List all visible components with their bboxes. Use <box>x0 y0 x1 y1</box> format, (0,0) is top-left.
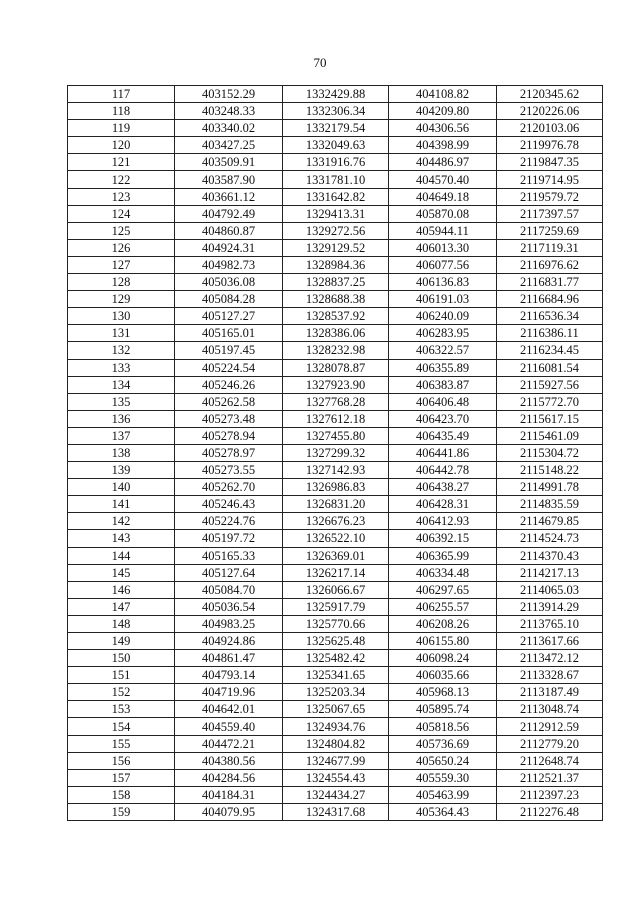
coordinate-cell: 1327768.28 <box>283 393 389 410</box>
coordinate-cell: 404108.82 <box>389 86 497 103</box>
coordinate-cell: 403248.33 <box>175 103 283 120</box>
point-number-cell: 127 <box>68 256 175 273</box>
coordinate-cell: 2113328.67 <box>497 667 603 684</box>
coordinate-cell: 1325482.42 <box>283 650 389 667</box>
coordinate-cell: 1324317.68 <box>283 803 389 820</box>
coordinate-cell: 404209.80 <box>389 103 497 120</box>
page-number: 70 <box>313 55 327 70</box>
coordinate-cell: 406240.09 <box>389 308 497 325</box>
coordinate-cell: 2120103.06 <box>497 120 603 137</box>
coordinate-cell: 2116684.96 <box>497 291 603 308</box>
coordinate-cell: 406322.57 <box>389 342 497 359</box>
coordinate-cell: 1331642.82 <box>283 188 389 205</box>
coordinate-cell: 1328837.25 <box>283 274 389 291</box>
coordinate-cell: 1327142.93 <box>283 462 389 479</box>
coordinate-cell: 404860.87 <box>175 222 283 239</box>
coordinate-cell: 1329413.31 <box>283 205 389 222</box>
coordinate-cell: 2119976.78 <box>497 137 603 154</box>
coordinate-cell: 2115772.70 <box>497 393 603 410</box>
coordinate-cell: 2113048.74 <box>497 701 603 718</box>
coordinate-cell: 405036.54 <box>175 598 283 615</box>
coordinate-cell: 405273.55 <box>175 462 283 479</box>
coordinate-cell: 2119714.95 <box>497 171 603 188</box>
coordinate-cell: 406334.48 <box>389 564 497 581</box>
coordinate-cell: 1324554.43 <box>283 769 389 786</box>
point-number-cell: 123 <box>68 188 175 205</box>
coordinate-cell: 404486.97 <box>389 154 497 171</box>
coordinate-cell: 404284.56 <box>175 769 283 786</box>
coordinate-cell: 1324434.27 <box>283 786 389 803</box>
table-row <box>68 154 603 171</box>
coordinate-cell: 1326522.10 <box>283 530 389 547</box>
coordinate-cell: 1328537.92 <box>283 308 389 325</box>
table-row <box>68 171 603 188</box>
coordinate-cell: 1332179.54 <box>283 120 389 137</box>
coordinate-cell: 406255.57 <box>389 598 497 615</box>
point-number-cell: 146 <box>68 581 175 598</box>
point-number-cell: 117 <box>68 86 175 103</box>
point-number-cell: 138 <box>68 444 175 461</box>
coordinate-cell: 1327612.18 <box>283 410 389 427</box>
table-row <box>68 359 603 376</box>
table-row <box>68 427 603 444</box>
coordinate-cell: 2117119.31 <box>497 239 603 256</box>
point-number-cell: 126 <box>68 239 175 256</box>
point-number-cell: 156 <box>68 752 175 769</box>
coordinate-cell: 1325067.65 <box>283 701 389 718</box>
table-row <box>68 410 603 427</box>
coordinate-cell: 2119579.72 <box>497 188 603 205</box>
coordinate-cell: 404398.99 <box>389 137 497 154</box>
point-number-cell: 119 <box>68 120 175 137</box>
coordinate-cell: 406355.89 <box>389 359 497 376</box>
point-number-cell: 143 <box>68 530 175 547</box>
table-row <box>68 496 603 513</box>
coordinate-cell: 1328688.38 <box>283 291 389 308</box>
coordinate-cell: 1325917.79 <box>283 598 389 615</box>
point-number-cell: 150 <box>68 650 175 667</box>
table-row <box>68 308 603 325</box>
table-row <box>68 581 603 598</box>
coordinate-cell: 2114217.13 <box>497 564 603 581</box>
coordinate-cell: 405197.45 <box>175 342 283 359</box>
coordinate-cell: 404184.31 <box>175 786 283 803</box>
coordinate-cell: 1324934.76 <box>283 718 389 735</box>
point-number-cell: 137 <box>68 427 175 444</box>
coordinate-cell: 405036.08 <box>175 274 283 291</box>
coordinate-cell: 2113914.29 <box>497 598 603 615</box>
coordinate-cell: 404793.14 <box>175 667 283 684</box>
coordinate-cell: 2114679.85 <box>497 513 603 530</box>
coordinate-cell: 406392.15 <box>389 530 497 547</box>
coordinate-cell: 403427.25 <box>175 137 283 154</box>
coordinate-cell: 1332306.34 <box>283 103 389 120</box>
table-row <box>68 256 603 273</box>
table-row <box>68 444 603 461</box>
coordinate-cell: 2117259.69 <box>497 222 603 239</box>
point-number-cell: 140 <box>68 479 175 496</box>
coordinate-cell: 405364.43 <box>389 803 497 820</box>
table-row <box>68 325 603 342</box>
table-body <box>68 86 603 821</box>
table-row <box>68 479 603 496</box>
coordinate-cell: 1327455.80 <box>283 427 389 444</box>
coordinate-cell: 405197.72 <box>175 530 283 547</box>
coordinate-cell: 1326369.01 <box>283 547 389 564</box>
coordinate-cell: 404982.73 <box>175 256 283 273</box>
point-number-cell: 158 <box>68 786 175 803</box>
coordinate-cell: 405224.76 <box>175 513 283 530</box>
table-row <box>68 376 603 393</box>
point-number-cell: 148 <box>68 615 175 632</box>
table-row <box>68 564 603 581</box>
coordinate-cell: 2113472.12 <box>497 650 603 667</box>
coordinate-cell: 1328984.36 <box>283 256 389 273</box>
coordinate-cell: 406406.48 <box>389 393 497 410</box>
point-number-cell: 147 <box>68 598 175 615</box>
point-number-cell: 120 <box>68 137 175 154</box>
coordinate-cell: 1324677.99 <box>283 752 389 769</box>
point-number-cell: 128 <box>68 274 175 291</box>
coordinate-cell: 2115304.72 <box>497 444 603 461</box>
table-row <box>68 615 603 632</box>
coordinate-cell: 406283.95 <box>389 325 497 342</box>
point-number-cell: 141 <box>68 496 175 513</box>
coordinate-cell: 406098.24 <box>389 650 497 667</box>
point-number-cell: 118 <box>68 103 175 120</box>
point-number-cell: 124 <box>68 205 175 222</box>
coordinate-cell: 406423.70 <box>389 410 497 427</box>
coordinate-cell: 406365.99 <box>389 547 497 564</box>
table-row <box>68 684 603 701</box>
coordinate-cell: 405084.28 <box>175 291 283 308</box>
point-number-cell: 144 <box>68 547 175 564</box>
coordinate-cell: 1326986.83 <box>283 479 389 496</box>
coordinate-cell: 2114991.78 <box>497 479 603 496</box>
point-number-cell: 130 <box>68 308 175 325</box>
coordinate-cell: 406136.83 <box>389 274 497 291</box>
coordinate-cell: 2116386.11 <box>497 325 603 342</box>
coordinate-cell: 403587.90 <box>175 171 283 188</box>
coordinate-cell: 405224.54 <box>175 359 283 376</box>
table-row <box>68 103 603 120</box>
table-row <box>68 137 603 154</box>
coordinate-cell: 2112648.74 <box>497 752 603 769</box>
point-number-cell: 155 <box>68 735 175 752</box>
coordinate-cell: 2116831.77 <box>497 274 603 291</box>
table-row <box>68 188 603 205</box>
coordinate-cell: 406077.56 <box>389 256 497 273</box>
table-row <box>68 701 603 718</box>
coordinate-cell: 403152.29 <box>175 86 283 103</box>
point-number-cell: 153 <box>68 701 175 718</box>
coordinate-cell: 1326676.23 <box>283 513 389 530</box>
coordinate-cell: 405084.70 <box>175 581 283 598</box>
table-row <box>68 650 603 667</box>
table-row <box>68 513 603 530</box>
coordinate-cell: 406208.26 <box>389 615 497 632</box>
coordinate-cell: 404380.56 <box>175 752 283 769</box>
coordinate-cell: 403340.02 <box>175 120 283 137</box>
coordinate-cell: 403661.12 <box>175 188 283 205</box>
point-number-cell: 125 <box>68 222 175 239</box>
coordinate-cell: 2114370.43 <box>497 547 603 564</box>
coordinate-cell: 2114835.59 <box>497 496 603 513</box>
coordinate-cell: 1329129.52 <box>283 239 389 256</box>
coordinates-table <box>67 85 603 821</box>
coordinate-cell: 404719.96 <box>175 684 283 701</box>
coordinate-cell: 404559.40 <box>175 718 283 735</box>
coordinate-cell: 1326066.67 <box>283 581 389 598</box>
coordinate-cell: 1331781.10 <box>283 171 389 188</box>
coordinate-cell: 404306.56 <box>389 120 497 137</box>
coordinate-cell: 406297.65 <box>389 581 497 598</box>
coordinate-cell: 405246.26 <box>175 376 283 393</box>
coordinate-cell: 406191.03 <box>389 291 497 308</box>
coordinate-cell: 2116976.62 <box>497 256 603 273</box>
coordinate-cell: 405278.94 <box>175 427 283 444</box>
table-row <box>68 786 603 803</box>
coordinate-cell: 406013.30 <box>389 239 497 256</box>
coordinate-cell: 405968.13 <box>389 684 497 701</box>
coordinate-cell: 2117397.57 <box>497 205 603 222</box>
point-number-cell: 149 <box>68 633 175 650</box>
coordinate-cell: 405165.01 <box>175 325 283 342</box>
table-row <box>68 547 603 564</box>
coordinate-cell: 1324804.82 <box>283 735 389 752</box>
table-row <box>68 342 603 359</box>
coordinate-cell: 404649.18 <box>389 188 497 205</box>
coordinate-cell: 1325770.66 <box>283 615 389 632</box>
coordinate-cell: 2116536.34 <box>497 308 603 325</box>
table-row <box>68 222 603 239</box>
coordinate-cell: 1325203.34 <box>283 684 389 701</box>
coordinate-cell: 2112779.20 <box>497 735 603 752</box>
coordinate-cell: 404642.01 <box>175 701 283 718</box>
table-row <box>68 274 603 291</box>
point-number-cell: 154 <box>68 718 175 735</box>
table-row <box>68 86 603 103</box>
table-row <box>68 239 603 256</box>
table-row <box>68 598 603 615</box>
point-number-cell: 132 <box>68 342 175 359</box>
coordinate-cell: 406441.86 <box>389 444 497 461</box>
coordinate-cell: 405736.69 <box>389 735 497 752</box>
coordinate-cell: 404079.95 <box>175 803 283 820</box>
coordinate-cell: 2112276.48 <box>497 803 603 820</box>
coordinate-cell: 2119847.35 <box>497 154 603 171</box>
coordinate-cell: 406412.93 <box>389 513 497 530</box>
coordinate-cell: 405559.30 <box>389 769 497 786</box>
coordinate-cell: 1328078.87 <box>283 359 389 376</box>
coordinate-cell: 2112912.59 <box>497 718 603 735</box>
table-row <box>68 462 603 479</box>
coordinate-cell: 2112397.23 <box>497 786 603 803</box>
coordinate-cell: 406435.49 <box>389 427 497 444</box>
coordinate-cell: 1327923.90 <box>283 376 389 393</box>
coordinate-cell: 406383.87 <box>389 376 497 393</box>
coordinate-cell: 404792.49 <box>175 205 283 222</box>
point-number-cell: 131 <box>68 325 175 342</box>
table-row <box>68 530 603 547</box>
coordinate-cell: 403509.91 <box>175 154 283 171</box>
coordinate-cell: 2115148.22 <box>497 462 603 479</box>
point-number-cell: 145 <box>68 564 175 581</box>
point-number-cell: 157 <box>68 769 175 786</box>
point-number-cell: 129 <box>68 291 175 308</box>
coordinate-cell: 404983.25 <box>175 615 283 632</box>
coordinate-cell: 2113765.10 <box>497 615 603 632</box>
coordinate-cell: 405127.64 <box>175 564 283 581</box>
coordinate-cell: 2115461.09 <box>497 427 603 444</box>
table-row <box>68 718 603 735</box>
coordinate-cell: 405463.99 <box>389 786 497 803</box>
coordinate-cell: 1328232.98 <box>283 342 389 359</box>
coordinate-cell: 405165.33 <box>175 547 283 564</box>
coordinate-cell: 404472.21 <box>175 735 283 752</box>
coordinate-cell: 406442.78 <box>389 462 497 479</box>
coordinate-cell: 405870.08 <box>389 205 497 222</box>
coordinate-cell: 1325625.48 <box>283 633 389 650</box>
table-row <box>68 120 603 137</box>
coordinate-cell: 405650.24 <box>389 752 497 769</box>
coordinate-cell: 2116234.45 <box>497 342 603 359</box>
coordinate-cell: 405127.27 <box>175 308 283 325</box>
coordinate-cell: 405278.97 <box>175 444 283 461</box>
coordinate-cell: 405818.56 <box>389 718 497 735</box>
table-row <box>68 803 603 820</box>
point-number-cell: 151 <box>68 667 175 684</box>
point-number-cell: 135 <box>68 393 175 410</box>
coordinate-cell: 1326831.20 <box>283 496 389 513</box>
coordinate-cell: 405273.48 <box>175 410 283 427</box>
point-number-cell: 134 <box>68 376 175 393</box>
coordinate-cell: 2120226.06 <box>497 103 603 120</box>
coordinate-cell: 406428.31 <box>389 496 497 513</box>
table-row <box>68 633 603 650</box>
coordinate-cell: 1328386.06 <box>283 325 389 342</box>
coordinate-cell: 405895.74 <box>389 701 497 718</box>
coordinate-cell: 1329272.56 <box>283 222 389 239</box>
coordinate-cell: 1332049.63 <box>283 137 389 154</box>
coordinate-cell: 2115617.15 <box>497 410 603 427</box>
coordinate-cell: 2116081.54 <box>497 359 603 376</box>
point-number-cell: 142 <box>68 513 175 530</box>
coordinate-cell: 404570.40 <box>389 171 497 188</box>
coordinate-cell: 2115927.56 <box>497 376 603 393</box>
point-number-cell: 133 <box>68 359 175 376</box>
coordinate-cell: 405262.58 <box>175 393 283 410</box>
coordinate-cell: 1332429.88 <box>283 86 389 103</box>
coordinate-cell: 406438.27 <box>389 479 497 496</box>
point-number-cell: 159 <box>68 803 175 820</box>
coordinate-cell: 405262.70 <box>175 479 283 496</box>
table-row <box>68 667 603 684</box>
coordinate-cell: 2120345.62 <box>497 86 603 103</box>
coordinate-cell: 1325341.65 <box>283 667 389 684</box>
coordinate-cell: 405246.43 <box>175 496 283 513</box>
coordinate-cell: 1331916.76 <box>283 154 389 171</box>
table-row <box>68 291 603 308</box>
coordinate-cell: 405944.11 <box>389 222 497 239</box>
point-number-cell: 152 <box>68 684 175 701</box>
coordinate-cell: 404924.86 <box>175 633 283 650</box>
coordinate-cell: 1327299.32 <box>283 444 389 461</box>
coordinate-cell: 406155.80 <box>389 633 497 650</box>
table-row <box>68 769 603 786</box>
coordinate-cell: 2112521.37 <box>497 769 603 786</box>
coordinate-cell: 404924.31 <box>175 239 283 256</box>
table-row <box>68 205 603 222</box>
point-number-cell: 121 <box>68 154 175 171</box>
coordinate-cell: 404861.47 <box>175 650 283 667</box>
table-row <box>68 393 603 410</box>
table-row <box>68 735 603 752</box>
point-number-cell: 136 <box>68 410 175 427</box>
coordinate-cell: 1326217.14 <box>283 564 389 581</box>
coordinate-cell: 2114524.73 <box>497 530 603 547</box>
coordinate-cell: 2113187.49 <box>497 684 603 701</box>
coordinate-cell: 2113617.66 <box>497 633 603 650</box>
coordinate-cell: 2114065.03 <box>497 581 603 598</box>
table-row <box>68 752 603 769</box>
point-number-cell: 122 <box>68 171 175 188</box>
point-number-cell: 139 <box>68 462 175 479</box>
coordinate-cell: 406035.66 <box>389 667 497 684</box>
